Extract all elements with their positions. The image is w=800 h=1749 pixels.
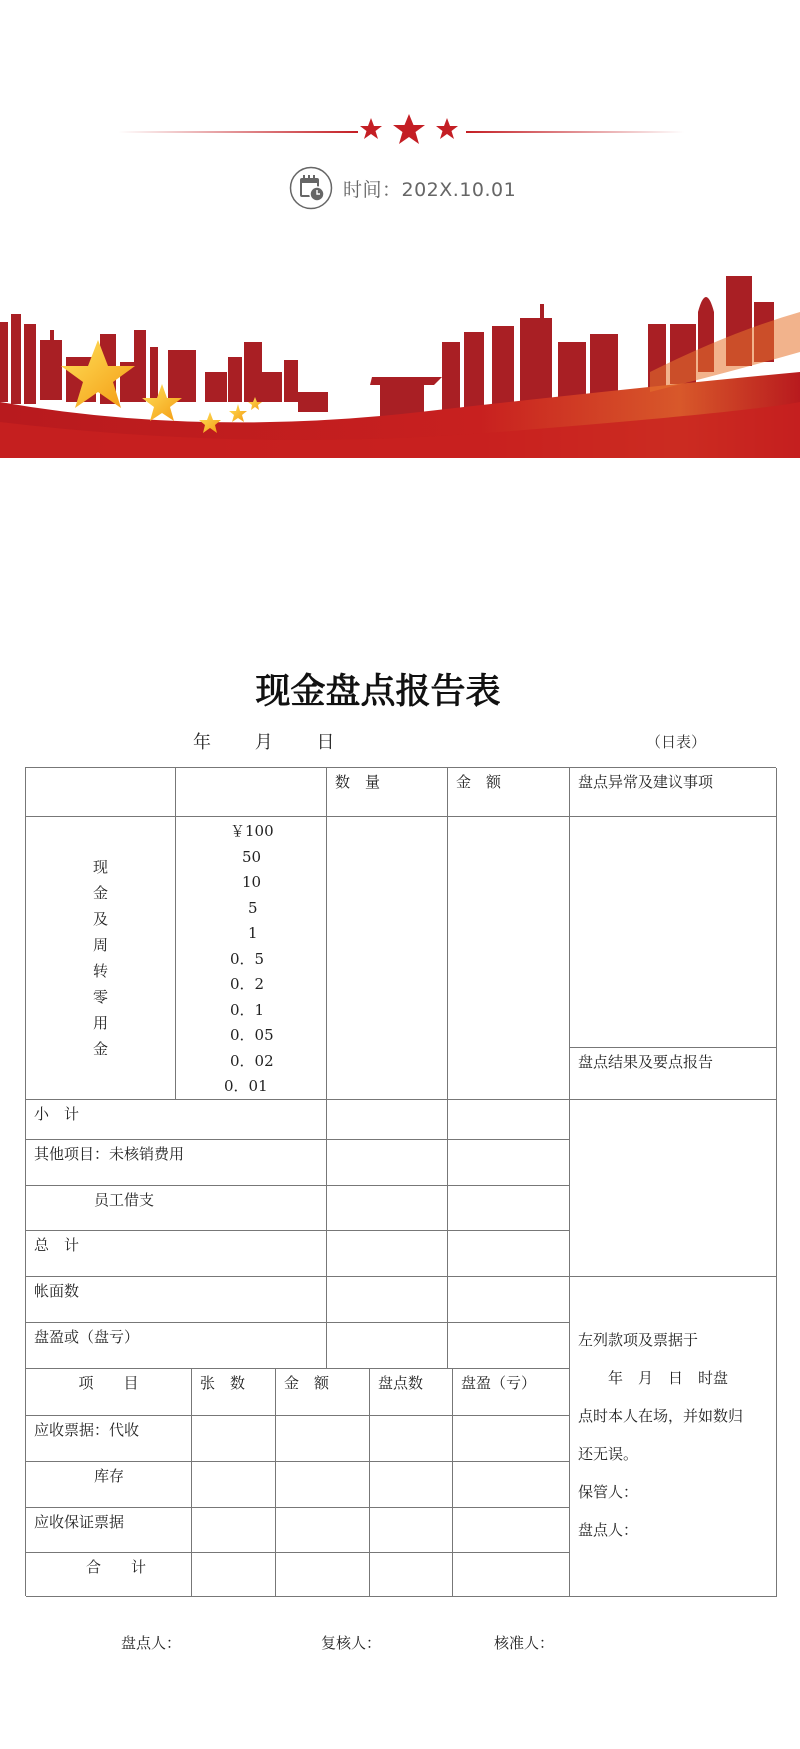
input-cell[interactable]: [453, 1508, 570, 1553]
book-quantity-cell[interactable]: [327, 1277, 448, 1323]
header-cell-blank: [26, 768, 176, 817]
subtotal-quantity-cell[interactable]: [327, 1100, 448, 1140]
input-cell[interactable]: [192, 1416, 276, 1462]
statement-line: 点时本人在场，并如数归: [578, 1407, 744, 1425]
cash-group-char: 及: [92, 910, 108, 928]
input-cell[interactable]: [192, 1508, 276, 1553]
cash-group-char: 金: [92, 1040, 108, 1058]
row-other-items-label: 其他项目：未核销费用: [26, 1140, 327, 1186]
denomination: 10: [242, 873, 262, 891]
input-cell[interactable]: [453, 1416, 570, 1462]
other-quantity-cell[interactable]: [327, 1140, 448, 1186]
total-amount-cell[interactable]: [448, 1231, 570, 1277]
cash-group-char: 用: [92, 1014, 108, 1032]
day-label: 日: [316, 732, 335, 753]
cash-group-char: 转: [92, 962, 108, 980]
input-cell[interactable]: [370, 1416, 453, 1462]
header-quantity: 数 量: [327, 768, 448, 817]
denomination: 0．2: [230, 975, 265, 993]
input-cell[interactable]: [370, 1553, 453, 1597]
denomination: 0．1: [230, 1000, 265, 1019]
cash-group-char: 周: [92, 936, 108, 954]
counter-signature-label: 盘点人：: [578, 1521, 639, 1539]
input-cell[interactable]: [370, 1462, 453, 1508]
month-label: 月: [254, 732, 273, 753]
row-employee-loan-label: 员工借支: [26, 1186, 327, 1231]
quantity-input-cell[interactable]: [327, 817, 448, 1100]
sub-row-guarantee-notes: 应收保证票据: [26, 1508, 192, 1553]
decor-line-right: [466, 131, 684, 133]
report-label: 盘点结果及要点报告: [570, 1048, 777, 1100]
input-cell[interactable]: [192, 1462, 276, 1508]
input-cell[interactable]: [192, 1553, 276, 1597]
header-amount: 金 额: [448, 768, 570, 817]
cash-group-char: 现: [92, 858, 108, 876]
sub-row-inventory: 库存: [26, 1462, 192, 1508]
row-book-balance-label: 帐面数: [26, 1277, 327, 1323]
sub-row-notes-receivable: 应收票据：代收: [26, 1416, 192, 1462]
date-line: [193, 728, 372, 754]
input-cell[interactable]: [276, 1416, 370, 1462]
denominations-list: [176, 817, 327, 1100]
denomination: 0．02: [230, 1051, 274, 1070]
reviewer-signature: 复核人：: [321, 1634, 382, 1652]
statement-line: 左列款项及票据于: [578, 1331, 699, 1349]
three-stars-icon: [358, 112, 466, 152]
time-label: 时间：202X.10.01: [343, 178, 517, 201]
input-cell[interactable]: [453, 1462, 570, 1508]
custodian-statement: [570, 1277, 777, 1597]
surplus-amount-cell[interactable]: [448, 1323, 570, 1369]
cash-count-table: [25, 767, 776, 1596]
city-skyline-banner: [0, 262, 800, 458]
subtotal-amount-cell[interactable]: [448, 1100, 570, 1140]
approver-signature: 核准人：: [494, 1634, 555, 1652]
row-total-label: 总 计: [26, 1231, 327, 1277]
denomination: 0．01: [224, 1077, 268, 1095]
row-subtotal-label: 小 计: [26, 1100, 327, 1140]
counter-signature: 盘点人：: [121, 1634, 182, 1652]
decor-line-left: [118, 131, 358, 133]
time-row: [289, 166, 516, 210]
sub-header-surplus: 盘盈（亏）: [453, 1369, 570, 1416]
input-cell[interactable]: [276, 1553, 370, 1597]
input-cell[interactable]: [453, 1553, 570, 1597]
book-amount-cell[interactable]: [448, 1277, 570, 1323]
report-input-cell[interactable]: [570, 1100, 777, 1277]
anomalies-input-cell[interactable]: [570, 817, 777, 1048]
sub-header-item: 项 目: [26, 1369, 192, 1416]
denomination: 0．5: [230, 949, 265, 968]
custodian-signature-label: 保管人：: [578, 1483, 639, 1501]
cash-group-char: 金: [92, 884, 108, 902]
input-cell[interactable]: [370, 1508, 453, 1553]
document-title: 现金盘点报告表: [255, 672, 501, 712]
header-cell-blank: [176, 768, 327, 817]
cash-group-char: 零: [92, 988, 108, 1006]
calendar-clock-icon: [289, 166, 333, 210]
sub-header-count: 张 数: [192, 1369, 276, 1416]
sub-header-counted: 盘点数: [370, 1369, 453, 1416]
amount-input-cell[interactable]: [448, 817, 570, 1100]
loan-quantity-cell[interactable]: [327, 1186, 448, 1231]
year-label: 年: [193, 732, 211, 753]
statement-line: 还无误。: [578, 1445, 639, 1463]
denomination: 0．05: [230, 1026, 274, 1044]
loan-amount-cell[interactable]: [448, 1186, 570, 1231]
total-quantity-cell[interactable]: [327, 1231, 448, 1277]
form-type-label: （日表）: [646, 733, 707, 751]
row-surplus-deficit-label: 盘盈或（盘亏）: [26, 1323, 327, 1369]
other-amount-cell[interactable]: [448, 1140, 570, 1186]
denomination: 1: [248, 924, 258, 942]
surplus-quantity-cell[interactable]: [327, 1323, 448, 1369]
denomination: 5: [248, 898, 258, 917]
sub-row-total: 合 计: [26, 1553, 192, 1597]
statement-line: 年 月 日 时盘: [578, 1369, 729, 1387]
input-cell[interactable]: [276, 1508, 370, 1553]
cash-group-label: [26, 817, 176, 1100]
header-anomalies: 盘点异常及建议事项: [570, 768, 777, 817]
sub-header-amount: 金 额: [276, 1369, 370, 1416]
input-cell[interactable]: [276, 1462, 370, 1508]
denomination: ￥100: [230, 822, 274, 840]
denomination: 50: [242, 847, 262, 866]
